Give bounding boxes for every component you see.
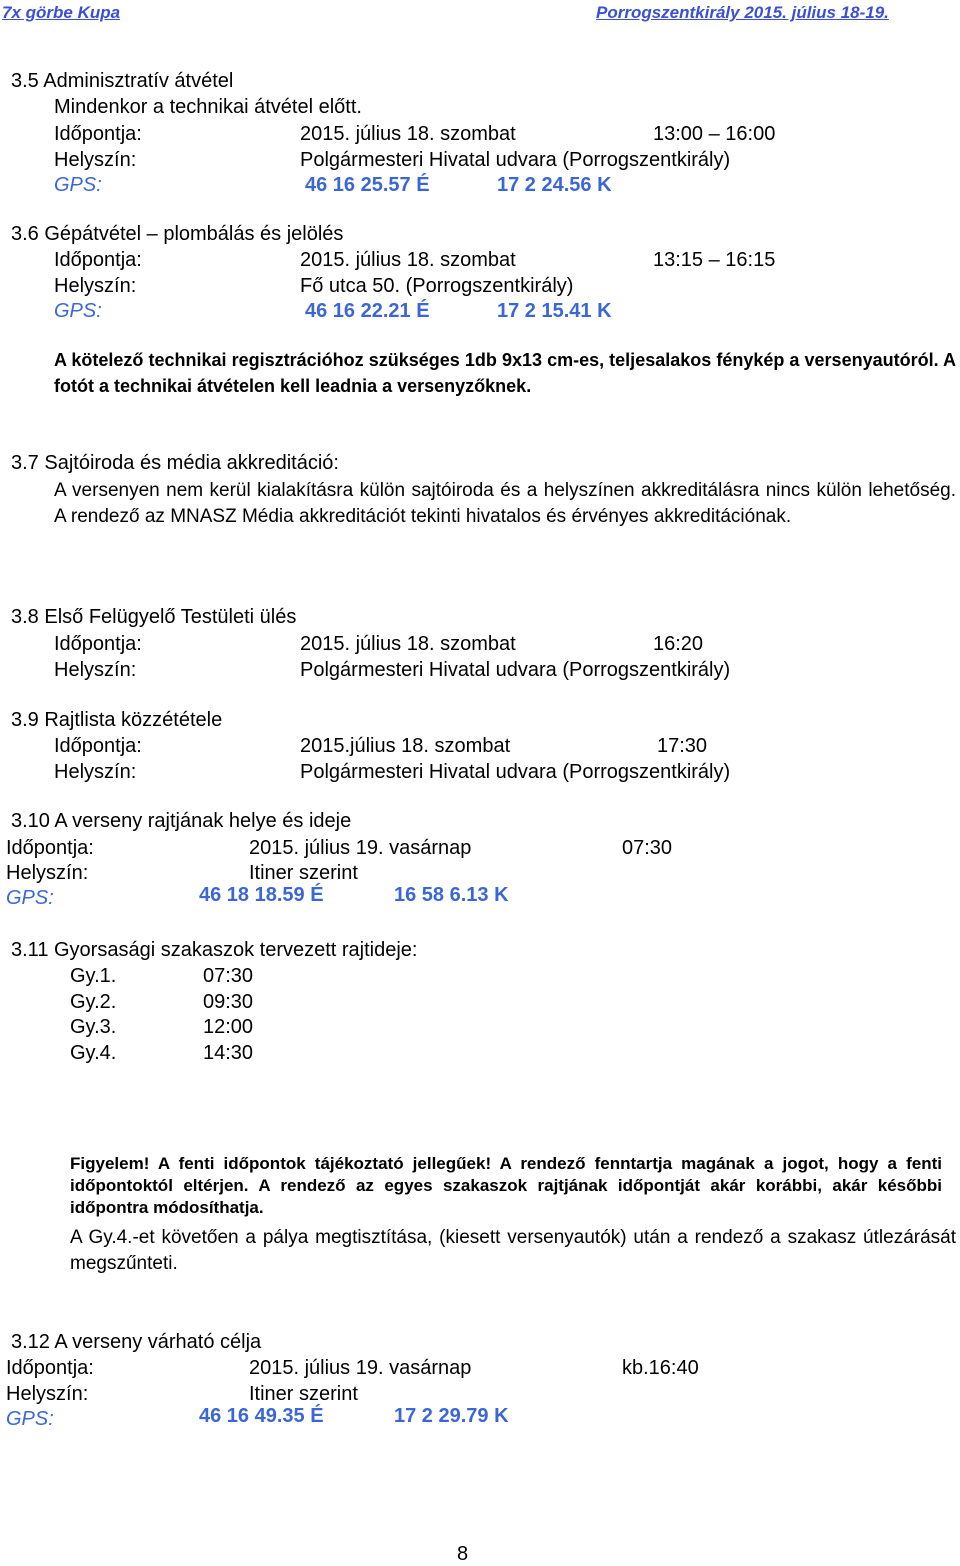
stage-time: 07:30 [203,965,254,987]
date-value: 2015. július 18. szombat [300,633,516,655]
notice-bold-paragraph: Figyelem! A fenti időpontok tájékoztató jellegűek! A rendező fenntartja magának a jogot, hogy a fenti időpontoktól eltérjen. A rendező az egyes szakaszok rajtjának időpontját akár korábbi, akár későbbi időpontra módosíthatja. [70,1154,942,1217]
time-label: Időpontja: [54,633,142,655]
place-label: Helyszín: [54,659,137,681]
section-3-9-title: 3.9 Rajtlista közzététele [11,709,223,731]
section-3-5-title: 3.5 Adminisztratív átvétel [11,70,234,92]
time-value: 13:15 – 16:15 [653,249,776,271]
section-3-12-title: 3.12 A verseny várható célja [11,1331,262,1353]
date-value: 2015. július 19. vasárnap [249,1357,472,1379]
registration-photo-paragraph: A kötelező technikai regisztrációhoz szükséges 1db 9x13 cm-es, teljesalakos fénykép a versenyautóról. A fotót a technikai átvételen kell leadnia a versenyzőknek. [54,350,956,396]
place-value: Polgármesteri Hivatal udvara (Porrogszentkirály) [300,761,731,783]
gps-latitude: 46 16 49.35 É [199,1405,324,1427]
section-3-5-note: Mindenkor a technikai átvétel előtt. [54,96,362,118]
time-value: 17:30 [657,735,708,757]
date-value: 2015. július 19. vasárnap [249,837,472,859]
place-label: Helyszín: [54,149,137,171]
stage-name: Gy.3. [70,1016,117,1038]
time-label: Időpontja: [54,249,142,271]
place-value: Polgármesteri Hivatal udvara (Porrogszentkirály) [300,149,731,171]
stage-name: Gy.2. [70,991,117,1013]
time-value: 07:30 [622,837,673,859]
section-3-8-title: 3.8 Első Felügyelő Testületi ülés [11,606,297,628]
place-value: Polgármesteri Hivatal udvara (Porrogszentkirály) [300,659,731,681]
stage-name: Gy.1. [70,965,117,987]
time-label: Időpontja: [54,735,142,757]
place-value: Itiner szerint [249,862,358,884]
stage-time: 14:30 [203,1042,254,1064]
section-3-11-title: 3.11 Gyorsasági szakaszok tervezett rajtideje: [11,939,418,961]
date-value: 2015. július 18. szombat [300,123,516,145]
place-label: Helyszín: [6,1383,89,1405]
place-label: Helyszín: [54,275,137,297]
place-value: Fő utca 50. (Porrogszentkirály) [300,275,574,297]
stage-time: 09:30 [203,991,254,1013]
page-number: 8 [457,1543,469,1565]
section-3-7-title: 3.7 Sajtóiroda és média akkreditáció: [11,452,339,474]
gps-latitude: 46 16 25.57 É [305,174,430,196]
stage-name: Gy.4. [70,1042,117,1064]
date-value: 2015. július 18. szombat [300,249,516,271]
gps-latitude: 46 16 22.21 É [305,300,430,322]
place-label: Helyszín: [6,862,89,884]
time-label: Időpontja: [6,1357,94,1379]
gps-label: GPS: [54,174,102,196]
notice-paragraph: A Gy.4.-et követően a pálya megtisztítása, (kiesett versenyautók) után a rendező a szakasz útlezárását megszűnteti. [70,1227,956,1274]
time-value: 16:20 [653,633,704,655]
gps-label: GPS: [6,1408,54,1430]
gps-longitude: 16 58 6.13 K [394,884,509,906]
time-value: 13:00 – 16:00 [653,123,776,145]
header-right: Porrogszentkirály 2015. július 18-19. [596,3,889,22]
time-value: kb.16:40 [622,1357,699,1379]
date-value: 2015.július 18. szombat [300,735,511,757]
place-label: Helyszín: [54,761,137,783]
time-label: Időpontja: [54,123,142,145]
gps-label: GPS: [6,887,54,909]
section-3-6-title: 3.6 Gépátvétel – plombálás és jelölés [11,223,344,245]
gps-longitude: 17 2 29.79 K [394,1405,509,1427]
gps-longitude: 17 2 15.41 K [497,300,612,322]
gps-label: GPS: [54,300,102,322]
time-label: Időpontja: [6,837,94,859]
section-3-10-title: 3.10 A verseny rajtjának helye és ideje [11,810,352,832]
gps-latitude: 46 18 18.59 É [199,884,324,906]
header-left: 7x görbe Kupa [2,3,121,22]
gps-longitude: 17 2 24.56 K [497,174,612,196]
stage-time: 12:00 [203,1016,254,1038]
place-value: Itiner szerint [249,1383,358,1405]
press-accreditation-paragraph: A versenyen nem kerül kialakításra külön sajtóiroda és a helyszínen akkreditálásra nincs külön lehetőség. A rendező az MNASZ Média akkreditációt tekinti hivatalos és érvényes akkreditációnak. [54,480,956,527]
